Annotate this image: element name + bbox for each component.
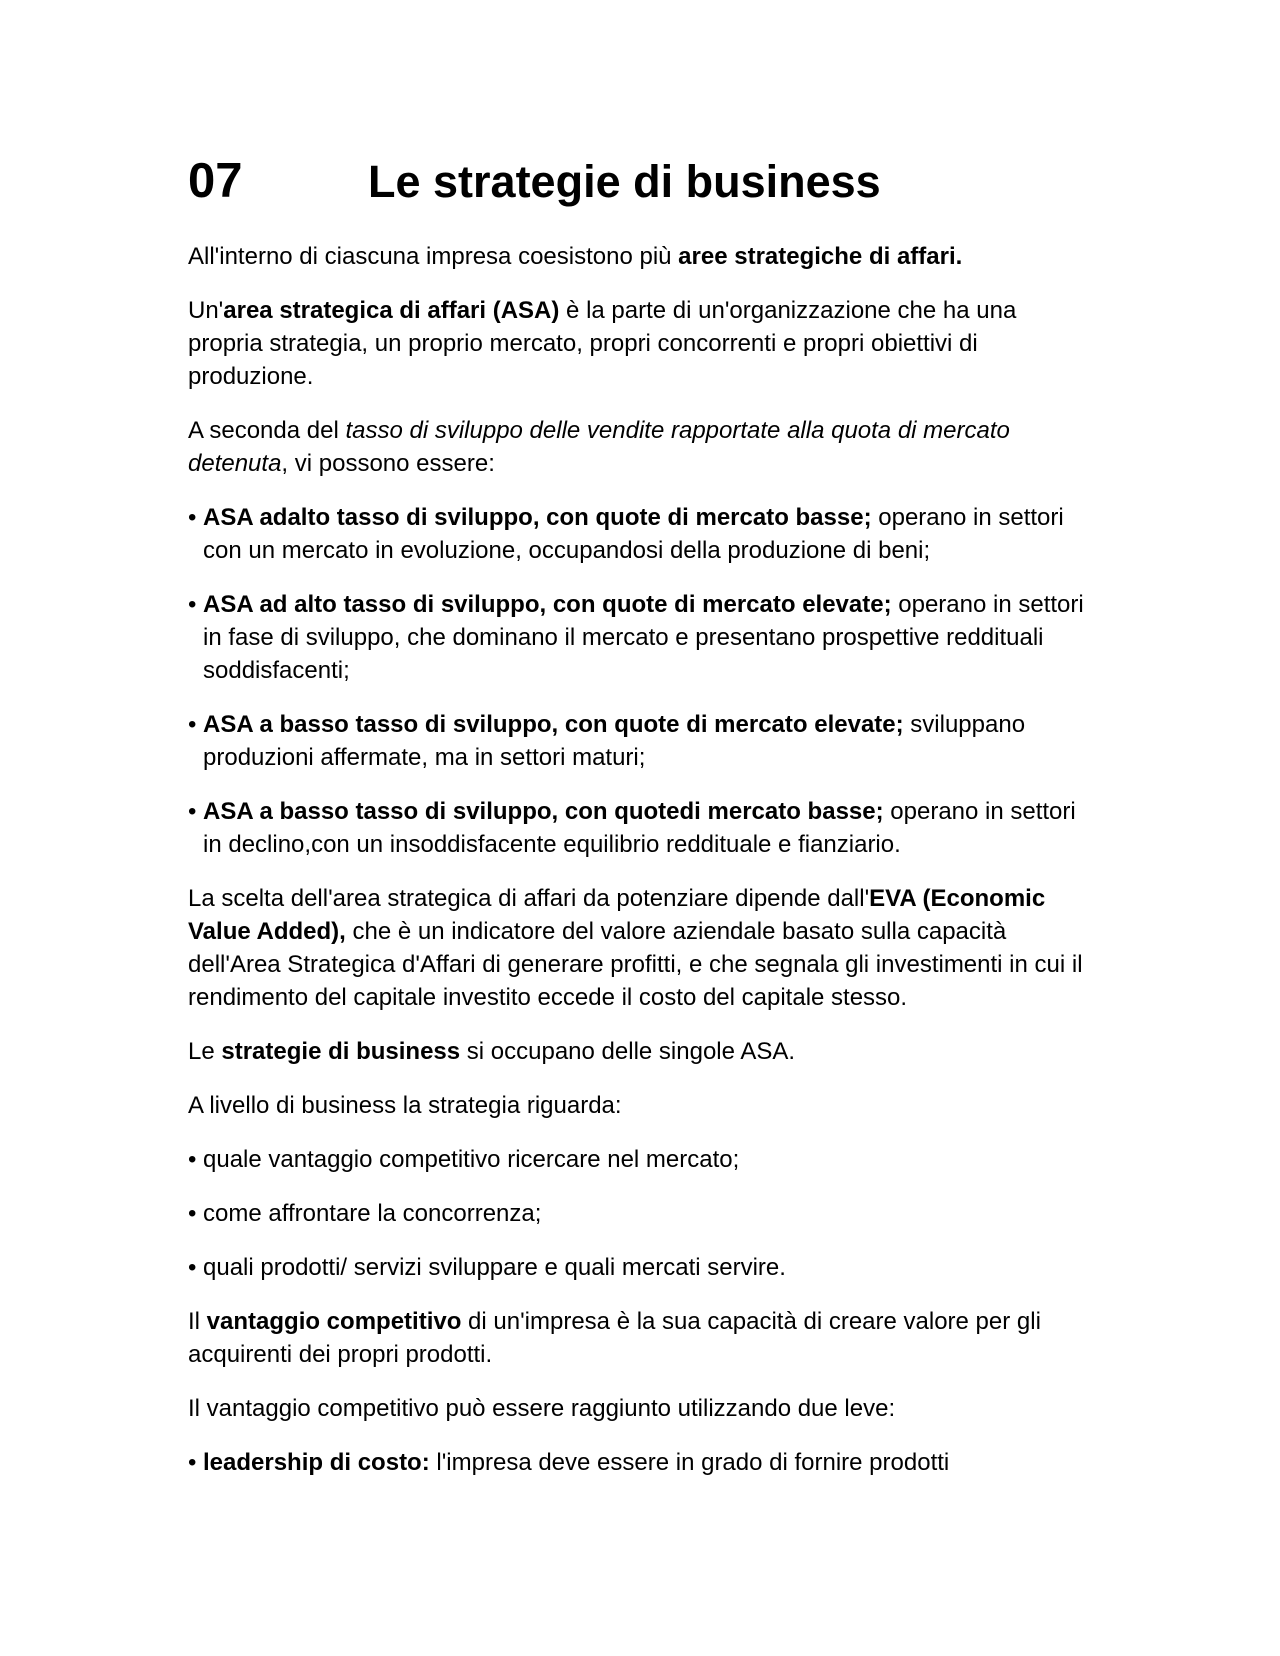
- asa-types-list: [188, 501, 1088, 861]
- text-run: , vi possono essere:: [281, 450, 495, 477]
- bold-run: vantaggio competitivo: [206, 1308, 462, 1335]
- text-run: si occupano delle singole ASA.: [460, 1038, 796, 1065]
- text-run: l'impresa deve essere in grado di fornire prodotti: [429, 1449, 950, 1476]
- bold-run: aree strategiche di affari.: [678, 243, 963, 270]
- bullet-icon: •: [188, 1449, 197, 1476]
- bold-run: area strategica di affari (ASA): [223, 297, 560, 324]
- paragraph-levers: [188, 1392, 1088, 1425]
- paragraph-asa-types-intro: [188, 414, 1088, 480]
- text-run: quali prodotti/ servizi sviluppare e quali mercati servire.: [203, 1254, 786, 1281]
- text-run: All'interno di ciascuna impresa coesistono più: [188, 243, 679, 270]
- text-run: quale vantaggio competitivo ricercare nel mercato;: [203, 1146, 740, 1173]
- italic-run: tasso di sviluppo delle vendite rapportate alla quota di mercato detenuta: [188, 417, 1010, 477]
- list-item: [188, 1251, 1088, 1284]
- document-page: [188, 150, 1088, 1500]
- list-item: [188, 588, 1088, 687]
- paragraph-competitive-advantage: [188, 1305, 1088, 1371]
- text-run: Le: [188, 1038, 222, 1065]
- bold-run: ASA a basso tasso di sviluppo, con quote di mercato elevate;: [203, 711, 904, 738]
- paragraph-asa-definition: [188, 294, 1088, 393]
- bold-run: strategie di business: [221, 1038, 461, 1065]
- bullet-icon: •: [188, 798, 197, 825]
- bold-run: ASA adalto tasso di sviluppo, con quote di mercato basse;: [203, 504, 872, 531]
- list-item: [188, 501, 1088, 567]
- bullet-icon: •: [188, 504, 197, 531]
- text-run: Un': [188, 297, 224, 324]
- chapter-number: 07: [188, 154, 243, 208]
- text-run: che è un indicatore del valore aziendale basato sulla capacità dell'Area Strategica d'Affari di generare profitti, e che segnala gli investimenti in cui il rendimento del capitale investito eccede il costo del capitale stesso.: [188, 918, 1083, 1011]
- text-run: operano in settori con un mercato in evoluzione, occupandosi della produzione di beni;: [203, 504, 1064, 564]
- chapter-title: Le strategie di business: [368, 156, 881, 207]
- bold-run: EVA (Economic Value Added),: [188, 885, 1046, 945]
- bullet-icon: •: [188, 591, 197, 618]
- paragraph-intro: [188, 240, 1088, 273]
- list-item: [188, 1143, 1088, 1176]
- bullet-icon: •: [188, 1146, 197, 1173]
- chapter-heading: [188, 150, 1088, 212]
- list-item: [188, 1446, 1088, 1479]
- text-run: come affrontare la concorrenza;: [203, 1200, 542, 1227]
- text-run: sviluppano produzioni affermate, ma in settori maturi;: [203, 711, 1026, 771]
- text-run: operano in settori in fase di sviluppo, che dominano il mercato e presentano prospettive reddituali soddisfacenti;: [203, 591, 1084, 684]
- text-run: operano in settori in declino,con un insoddisfacente equilibrio reddituale e fianziario.: [203, 798, 1076, 858]
- text-run: è la parte di un'organizzazione che ha una propria strategia, un proprio mercato, propri concorrenti e propri obiettivi di produzione.: [188, 297, 1017, 390]
- list-item: [188, 1197, 1088, 1230]
- text-run: A livello di business la strategia riguarda:: [188, 1092, 622, 1119]
- paragraph-business-strategies: [188, 1035, 1088, 1068]
- bold-run: leadership di costo:: [203, 1449, 430, 1476]
- text-run: La scelta dell'area strategica di affari da potenziare dipende dall': [188, 885, 870, 912]
- bullet-icon: •: [188, 1254, 197, 1281]
- strategy-scope-list: [188, 1143, 1088, 1284]
- bullet-icon: •: [188, 1200, 197, 1227]
- list-item: [188, 708, 1088, 774]
- levers-list: [188, 1446, 1088, 1479]
- bold-run: ASA ad alto tasso di sviluppo, con quote di mercato elevate;: [203, 591, 892, 618]
- paragraph-strategy-scope: [188, 1089, 1088, 1122]
- list-item: [188, 795, 1088, 861]
- text-run: di un'impresa è la sua capacità di creare valore per gli acquirenti dei propri prodotti.: [188, 1308, 1041, 1368]
- bold-run: ASA a basso tasso di sviluppo, con quotedi mercato basse;: [203, 798, 884, 825]
- text-run: Il: [188, 1308, 207, 1335]
- text-run: A seconda del: [188, 417, 346, 444]
- text-run: Il vantaggio competitivo può essere raggiunto utilizzando due leve:: [188, 1395, 896, 1422]
- paragraph-eva: [188, 882, 1088, 1014]
- bullet-icon: •: [188, 711, 197, 738]
